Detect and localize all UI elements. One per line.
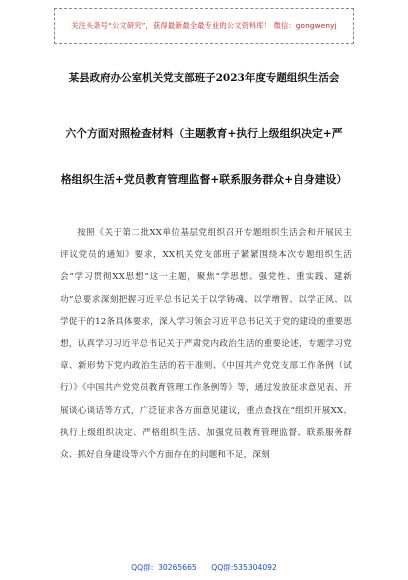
body-paragraph: 按照《关于第二批XX单位基层党组织召开专题组织生活会和开展民主评议党员的通知》要求，XX机关党支部班子紧紧围绕本次专题组织生活会“学习贯彻XX思想”这一主题，聚焦“学思想、强党性、重实践、建新功”总要求深刻把握习近平总书记关于以学铸魂、以学增智、以学正风、以学促干的12条具体要求，深入学习领会习近平总书记关于党的建设的重要思想，认真学习习近平总书记关于严肃党内政治生活的重要论述，专题学习党章、新形势下党内政治生活的若干准则、《中国共产党党支部工作条例（试行）》《中国共产党党员教育管理工作条例等》等，通过发放征求意见表、开展谈心谈话等方式，广泛征求各方面意见建议，重点查找在“组织开展XX、执行上级组织决定、严格组织生活、加强党员教育管理监督、联系服务群众、抓好自身建设等六个方面存在的问题和不足，深刻 (60, 228, 352, 461)
document-title-line-1: 某县政府办公室机关党支部班子2023年度专题组织生活会 (68, 72, 340, 84)
document-title-line-3: 格组织生活+党员教育管理监督+联系服务群众+自身建设） (60, 173, 348, 186)
promo-banner-text: 关注头条号“公文研究”，获得最新最全最专业的公文资料库！ 微信：gongwenyj (71, 21, 337, 30)
footer-qq-groups: QQ群: 30265665 QQ群:535304092 (131, 563, 277, 572)
promo-banner (54, 8, 354, 44)
document-title-line-2: 六个方面对照检查材料（主题教育+执行上级组织决定+严 (65, 127, 343, 140)
